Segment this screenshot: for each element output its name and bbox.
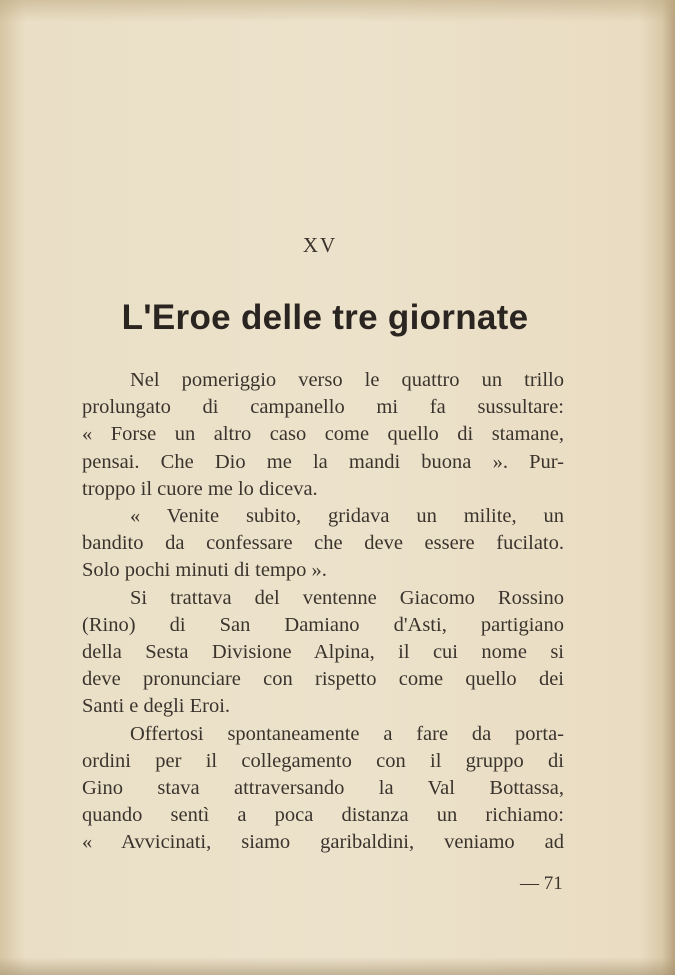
text-line: « Venite subito, gridava un milite, un <box>130 505 564 528</box>
text-line: Santi e degli Eroi. <box>82 695 231 718</box>
text-line: « Forse un altro caso come quello di stamane, <box>82 423 564 446</box>
text-line: Nel pomeriggio verso le quattro un trillo <box>130 369 564 391</box>
text-line: (Rino) di San Damiano d'Asti, partigiano <box>82 613 564 636</box>
text-line: Solo pochi minuti di tempo ». <box>82 559 327 582</box>
text-line: della Sesta Divisione Alpina, il cui nome si <box>82 641 564 664</box>
page-number: — 71 <box>520 873 563 894</box>
text-line: pensai. Che Dio me la mandi buona ». Pur- <box>82 450 564 473</box>
chapter-title: L'Eroe delle tre giornate <box>121 298 529 337</box>
text-line: Si trattava del ventenne Giacomo Rossino <box>130 586 564 609</box>
text-line: ordini per il collegamento con il gruppo di <box>82 749 564 772</box>
text-line: deve pronunciare con rispetto come quello dei <box>82 668 564 691</box>
text-line: « Avvicinati, siamo garibaldini, veniamo ad <box>82 831 564 854</box>
chapter-number: XV <box>302 233 338 257</box>
body-text <box>82 367 564 857</box>
text-line: prolungato di campanello mi fa sussultare: <box>82 396 564 419</box>
text-line: Offertosi spontaneamente a fare da porta- <box>130 722 564 745</box>
text-line: troppo il cuore me lo diceva. <box>82 477 318 500</box>
text-line: bandito da confessare che deve essere fucilato. <box>82 532 564 555</box>
text-line: Gino stava attraversando la Val Bottassa, <box>82 777 564 800</box>
text-line: quando sentì a poca distanza un richiamo: <box>82 804 564 827</box>
